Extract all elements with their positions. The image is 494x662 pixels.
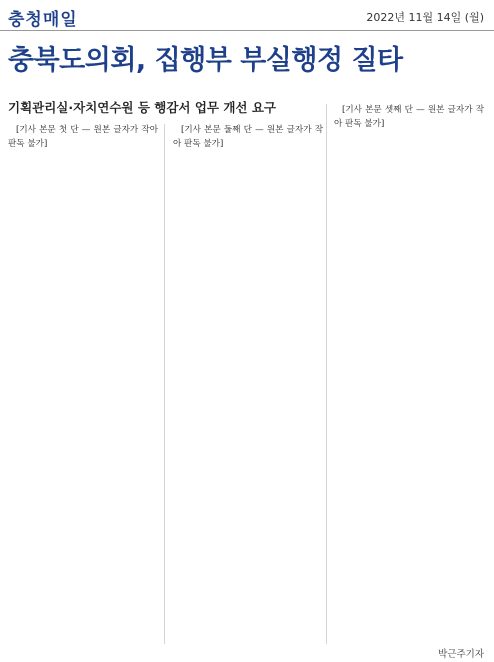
newspaper-name: 충청매일 xyxy=(8,10,78,30)
article-body-column-2 xyxy=(173,124,323,644)
article-body-column-3 xyxy=(334,104,484,644)
reporter-byline: 박근주기자 xyxy=(438,649,484,660)
body-paragraph: [기사 본문 첫 단 — 원본 글자가 작아 판독 불가] xyxy=(8,125,158,149)
article-body-column-1 xyxy=(8,124,158,644)
masthead xyxy=(0,0,494,31)
article-subhead: 기획관리실·자치연수원 등 행감서 업무 개선 요구 xyxy=(8,100,277,115)
column-divider xyxy=(326,104,327,644)
article-headline: 충북도의회, 집행부 부실행정 질타 xyxy=(8,45,403,76)
body-paragraph: [기사 본문 둘째 단 — 원본 글자가 작아 판독 불가] xyxy=(173,125,323,149)
column-divider xyxy=(164,124,165,644)
body-paragraph: [기사 본문 셋째 단 — 원본 글자가 작아 판독 불가] xyxy=(334,105,484,129)
issue-date: 2022년 11월 14일 (월) xyxy=(366,11,484,24)
